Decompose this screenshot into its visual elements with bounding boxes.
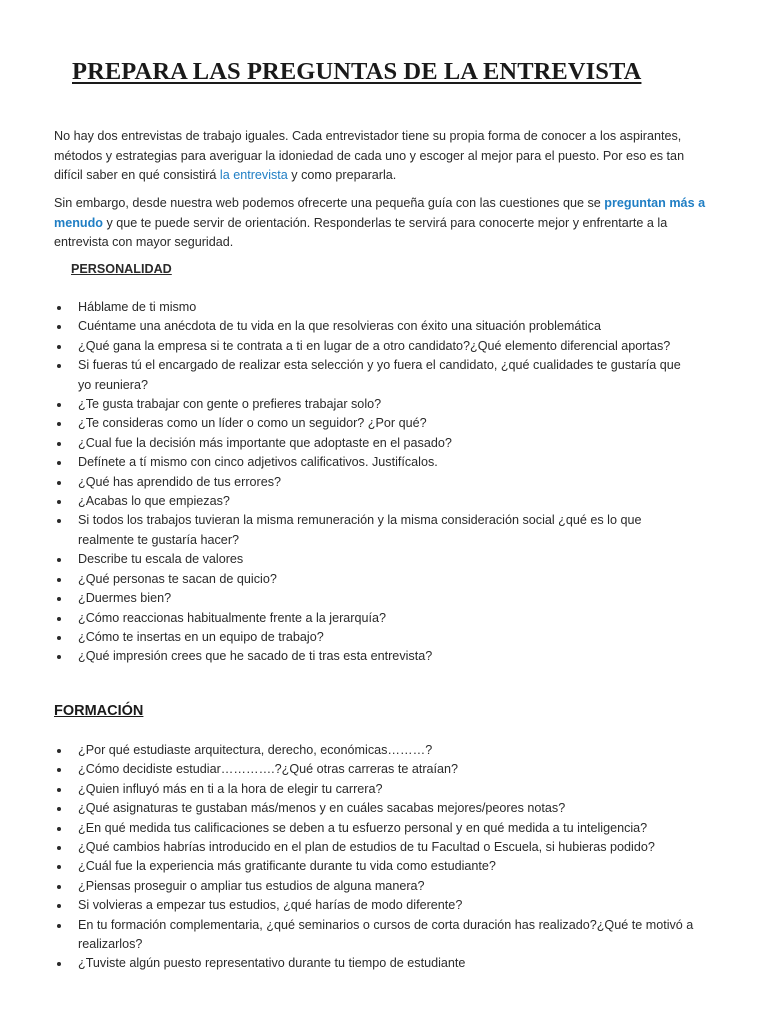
intro-text: y que te puede servir de orientación. Responderlas te servirá para conocerte mejor y enfrentarte a la entrevista con mayor seguridad. [54, 215, 668, 249]
preguntan-link[interactable]: preguntan más a menudo [54, 196, 706, 230]
list-item: ¿Cómo decidiste estudiar………….?¿Qué otras carreras te atraían? [54, 760, 694, 779]
list-item: Describe tu escala de valores [54, 550, 694, 569]
list-item: ¿Tuviste algún puesto representativo durante tu tiempo de estudiante [54, 954, 694, 973]
list-item: Si fueras tú el encargado de realizar esta selección y yo fuera el candidato, ¿qué cualidades te gustaría que yo reuniera? [54, 356, 694, 395]
list-item: ¿Qué has aprendido de tus errores? [54, 473, 694, 492]
section-heading-formacion: FORMACIÓN [54, 703, 144, 719]
list-item: ¿En qué medida tus calificaciones se deben a tu esfuerzo personal y en qué medida a tu inteligencia? [54, 819, 694, 838]
list-item: Háblame de ti mismo [54, 298, 694, 317]
list-item: ¿Qué impresión crees que he sacado de ti tras esta entrevista? [54, 647, 694, 666]
list-item: ¿Te consideras como un líder o como un seguidor? ¿Por qué? [54, 414, 694, 433]
intro-text: No hay dos entrevistas de trabajo iguales. Cada entrevistador tiene su propia forma de conocer a los aspirantes, métodos y estrategias para averiguar la idoniedad de cada uno y escoger al mejor para el puesto. Por eso es tan difícil saber en qué consistirá [54, 129, 685, 182]
intro-text: Sin embargo, desde nuestra web podemos ofrecerte una pequeña guía con las cuestiones que se [54, 196, 605, 210]
personalidad-list [54, 298, 694, 667]
list-item: ¿Duermes bien? [54, 589, 694, 608]
list-item: ¿Por qué estudiaste arquitectura, derecho, económicas………? [54, 741, 694, 760]
list-item: ¿Qué cambios habrías introducido en el plan de estudios de tu Facultad o Escuela, si hubieras podido? [54, 838, 694, 857]
list-item: ¿Cuál fue la experiencia más gratificante durante tu vida como estudiante? [54, 857, 694, 876]
list-item: Cuéntame una anécdota de tu vida en la que resolvieras con éxito una situación problemática [54, 317, 694, 336]
entrevista-link[interactable]: la entrevista [219, 168, 288, 182]
intro-paragraph-1 [54, 127, 714, 186]
list-item: ¿Cómo te insertas en un equipo de trabajo? [54, 628, 694, 647]
list-item: ¿Qué gana la empresa si te contrata a ti en lugar de a otro candidato?¿Qué elemento diferencial aportas? [54, 337, 694, 356]
list-item: ¿Cómo reaccionas habitualmente frente a la jerarquía? [54, 609, 694, 628]
list-item: ¿Quien influyó más en ti a la hora de elegir tu carrera? [54, 780, 694, 799]
list-item: ¿Acabas lo que empiezas? [54, 492, 694, 511]
page-title: PREPARA LAS PREGUNTAS DE LA ENTREVISTA [72, 58, 642, 85]
list-item: Defínete a tí mismo con cinco adjetivos calificativos. Justifícalos. [54, 453, 694, 472]
intro-paragraph-2 [54, 194, 714, 253]
section-heading-personalidad: PERSONALIDAD [71, 262, 172, 276]
list-item: Si volvieras a empezar tus estudios, ¿qué harías de modo diferente? [54, 896, 694, 915]
list-item: ¿Piensas proseguir o ampliar tus estudios de alguna manera? [54, 877, 694, 896]
list-item: ¿Cual fue la decisión más importante que adoptaste en el pasado? [54, 434, 694, 453]
list-item: Si todos los trabajos tuvieran la misma remuneración y la misma consideración social ¿qué es lo que realmente te gustaría hacer? [54, 511, 694, 550]
formacion-list [54, 741, 694, 974]
list-item: En tu formación complementaria, ¿qué seminarios o cursos de corta duración has realizado?¿Qué te motivó a realizarlos? [54, 916, 694, 955]
intro-text: y como prepararla. [287, 168, 397, 182]
list-item: ¿Te gusta trabajar con gente o prefieres trabajar solo? [54, 395, 694, 414]
list-item: ¿Qué asignaturas te gustaban más/menos y en cuáles sacabas mejores/peores notas? [54, 799, 694, 818]
list-item: ¿Qué personas te sacan de quicio? [54, 570, 694, 589]
